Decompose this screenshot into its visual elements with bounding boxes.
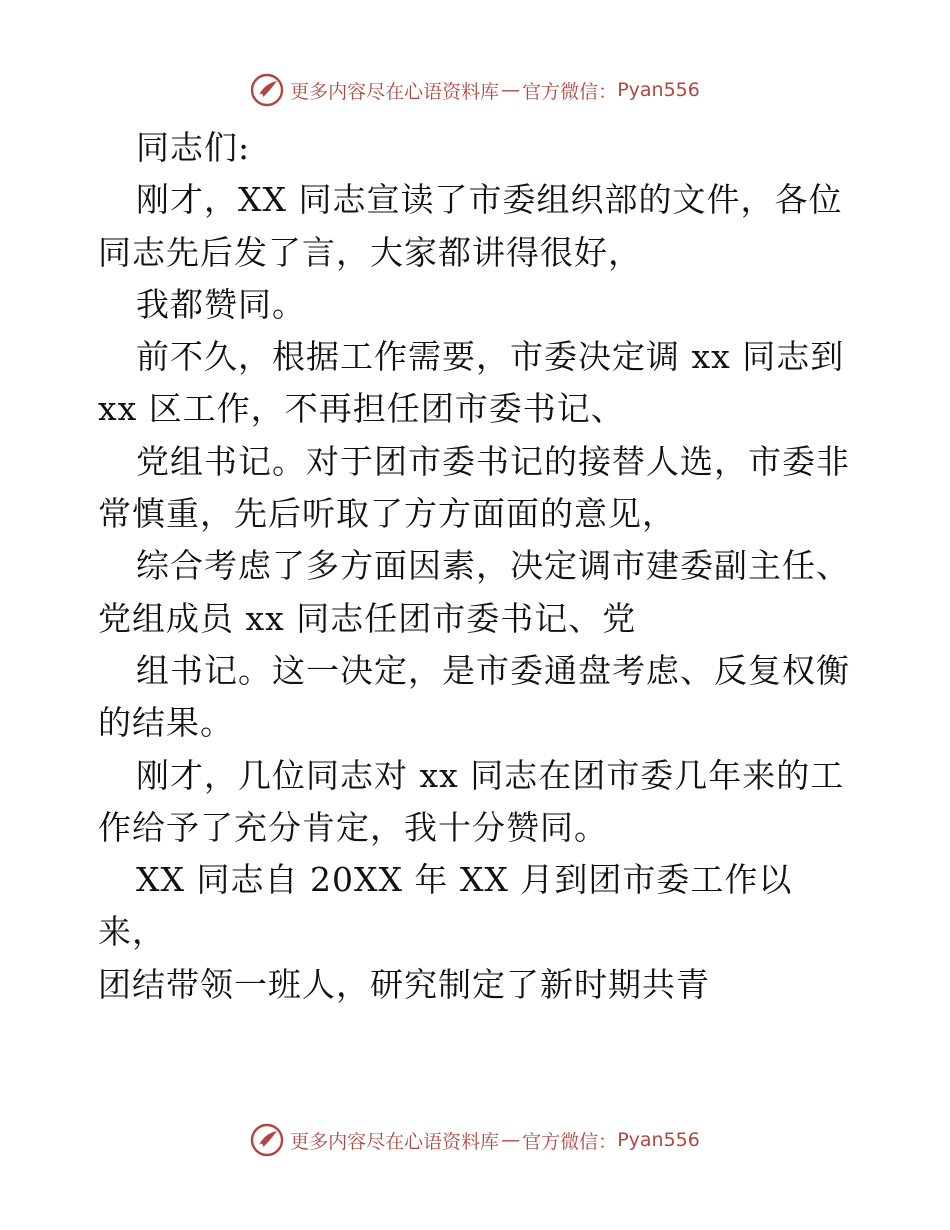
line-16: 团结带领一班人，研究制定了新时期共青: [98, 964, 710, 1004]
header-banner: [0, 70, 950, 110]
brand-logo-icon: [250, 1123, 284, 1157]
line-2: 刚才，XX 同志宣读了市委组织部的文件，各位: [136, 180, 843, 220]
line-3: 同志先后发了言，大家都讲得很好，: [98, 232, 642, 272]
line-15: XX 同志自 20XX 年 XX 月到团市委工作以来，: [98, 860, 793, 952]
line-11: 组书记。这一决定，是市委通盘考虑、反复权衡: [136, 650, 850, 690]
line-12: 的结果。: [98, 703, 234, 743]
line-5: 前不久，根据工作需要，市委决定调 xx 同志到: [136, 337, 845, 377]
line-10: 党组成员 xx 同志任团市委书记、党: [98, 598, 637, 638]
line-4: 我都赞同。: [136, 284, 306, 324]
brand-logo-icon: [250, 73, 284, 107]
footer-contact-id: Pyan556: [617, 1129, 700, 1151]
header-contact-id: Pyan556: [617, 79, 700, 101]
line-1: 同志们:: [136, 128, 251, 167]
line-9: 综合考虑了多方面因素，决定调市建委副主任、: [136, 546, 850, 586]
header-contact-label: 官方微信：: [522, 80, 618, 103]
line-8: 常慎重，先后听取了方方面面的意见，: [98, 494, 676, 534]
document-body: [98, 122, 858, 1011]
footer-contact-label: 官方微信：: [522, 1130, 618, 1153]
footer-separator: —: [501, 1129, 521, 1151]
line-14: 作给予了充分肯定，我十分赞同。: [98, 807, 608, 847]
line-13: 刚才，几位同志对 xx 同志在团市委几年来的工: [136, 755, 845, 795]
line-6: xx 区工作，不再担任团市委书记、: [98, 389, 625, 429]
line-7: 党组书记。对于团市委书记的接替人选，市委非: [136, 441, 850, 481]
footer-banner: [0, 1120, 950, 1160]
header-brand-text: 更多内容尽在心语资料库: [290, 80, 500, 103]
footer-brand-text: 更多内容尽在心语资料库: [290, 1130, 500, 1153]
header-separator: —: [501, 79, 521, 101]
